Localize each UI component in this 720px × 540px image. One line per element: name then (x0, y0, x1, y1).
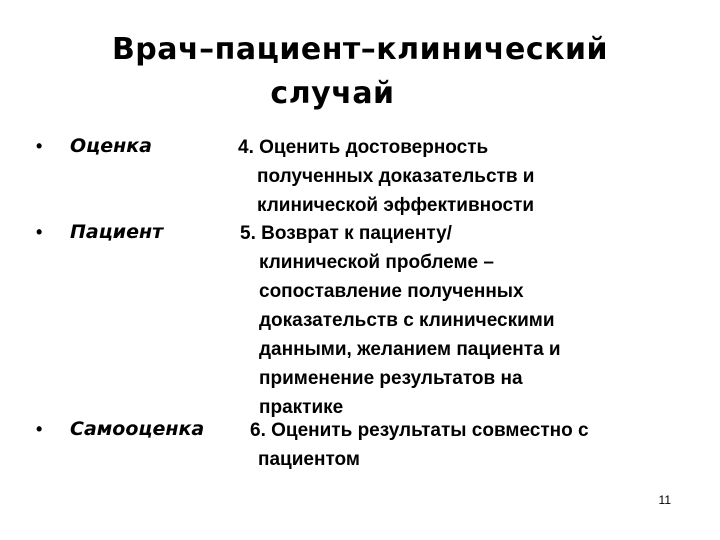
bullet-icon: • (36, 419, 43, 439)
title-line-1: Врач–пациент–клинический (111, 32, 609, 67)
page-number: 11 (658, 493, 671, 507)
step-line: применение результатов на (259, 368, 523, 389)
step-line: пациентом (258, 449, 360, 470)
slide-title (0, 28, 720, 116)
term-evaluation: Оценка (70, 135, 152, 157)
step-line: полученных доказательств и (257, 166, 535, 187)
bullet-icon: • (36, 136, 43, 156)
step-line: сопоставление полученных (259, 281, 524, 302)
step-6-text (250, 416, 589, 474)
title-line-2: случай (270, 76, 395, 111)
step-line: данными, желанием пациента и (259, 339, 561, 360)
step-line: доказательств с клиническими (259, 310, 555, 331)
term-self-assessment: Самооценка (70, 418, 205, 440)
step-line: 5. Возврат к пациенту/ (240, 223, 452, 244)
term-patient: Пациент (70, 221, 164, 243)
step-line: 6. Оценить результаты совместно с (250, 420, 589, 441)
step-line: 4. Оценить достоверность (238, 137, 489, 158)
bullet-icon: • (36, 222, 43, 242)
step-5-text (240, 219, 561, 422)
step-line: клинической проблеме – (259, 252, 494, 273)
step-line: практике (259, 397, 344, 418)
step-line: клинической эффективности (257, 195, 535, 216)
step-4-text (238, 133, 535, 220)
